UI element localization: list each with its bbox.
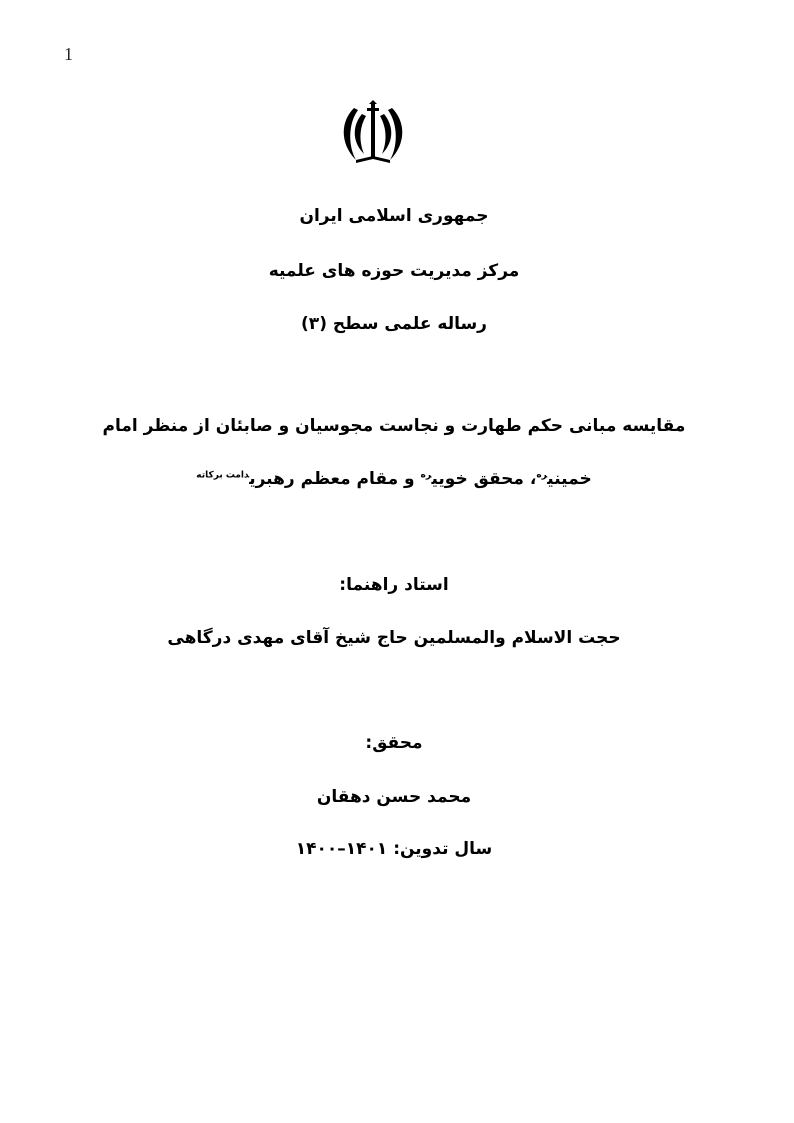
researcher-label: محقق:	[365, 733, 423, 753]
country-heading: جمهوری اسلامی ایران	[299, 206, 489, 226]
title-part-1: خمینی	[547, 469, 592, 489]
title-part-3: و مقام معظم رهبری	[249, 469, 421, 489]
title-part-2: ، محقق خویی	[431, 469, 537, 489]
title-honorific-2: ره	[420, 470, 432, 481]
page-number: 1	[64, 44, 73, 64]
researcher-name: محمد حسن دهقان	[316, 787, 472, 807]
title-honorific-1: ره	[536, 470, 548, 481]
supervisor-name: حجت الاسلام والمسلمین حاج شیخ آقای مهدی درگاهی	[167, 628, 621, 648]
iran-emblem-icon	[340, 100, 406, 166]
thesis-level-heading: رساله علمی سطح (۳)	[301, 314, 487, 334]
thesis-title-line-2	[0, 467, 791, 491]
supervisor-label: استاد راهنما:	[339, 575, 449, 595]
title-honorific-3: دامت برکاته	[196, 470, 250, 481]
thesis-title-line-1: مقایسه مبانی حکم طهارت و نجاست مجوسیان و صابئان از منظر امام	[102, 416, 686, 436]
institution-heading: مرکز مدیریت حوزه های علمیه	[268, 261, 520, 281]
compilation-year: سال تدوین: ۱۴۰۱–۱۴۰۰	[295, 839, 493, 859]
